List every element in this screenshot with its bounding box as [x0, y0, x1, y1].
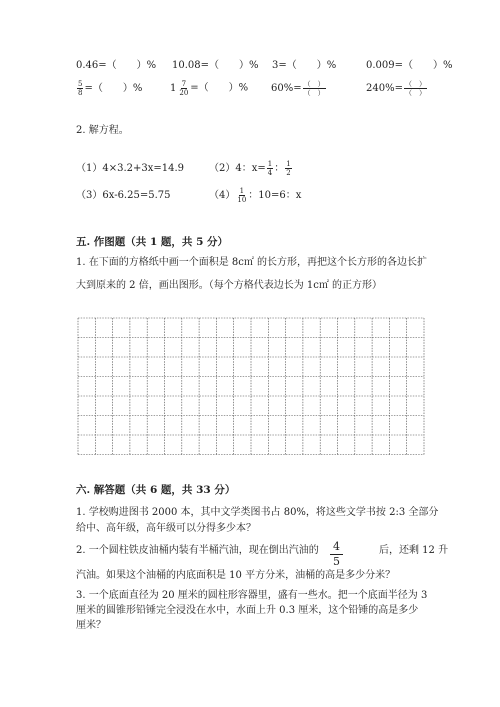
question-text: 2. 一个圆柱铁皮油桶内装有半桶汽油，现在倒出汽油的 [76, 545, 319, 556]
equation-4: （4） $\frac{1}{10}$ ：10=6：x [209, 187, 302, 204]
section-heading-drawing: 五. 作图题（共 1 题，共 5 分） [76, 236, 229, 248]
conv-item-6: 1 $\frac{7}{20}$ =（ ）% [170, 80, 249, 97]
fraction: $\frac{4}{5}$ [330, 540, 343, 569]
question-text: 1. 学校购进图书 2000 本，其中文学类图书占 80%，将这些文学书按 2:3 全部分 [76, 507, 439, 518]
square-grid[interactable] [77, 317, 425, 459]
grid-svg [77, 317, 425, 456]
question-text: 汽油。如果这个油桶的内底面积是 10 平方分米，油桶的高是多少分米？ [76, 570, 396, 581]
conv-item-8: 240%= $\frac{( )}{( )}$ [366, 80, 426, 97]
equation-3: （3）6x-6.25=5.75 [76, 190, 171, 201]
question-text: 大到原来的 2 倍，画出图形。（每个方格代表边长为 1c㎡ 的正方形） [76, 280, 383, 291]
conv-item-1: 0.46=（ ）% [76, 60, 157, 71]
blank-fraction: $\frac{( )}{( )}$ [303, 80, 325, 97]
conv-item-7: 60%= $\frac{( )}{( )}$ [271, 80, 325, 97]
question-text: 1. 在下面的方格纸中画一个面积是 8c㎡ 的长方形，再把这个长方形的各边长扩 [76, 257, 428, 268]
question-text: 3. 一个底面直径为 20 厘米的圆柱形容器里，盛有一些水。把一个底面半径为 3 [76, 590, 428, 601]
conv-item-2: 10.08=（ ）% [172, 60, 259, 71]
equations-title: 2. 解方程。 [76, 125, 129, 136]
question-text: 给中、高年级，高年级可以分得多少本？ [76, 523, 256, 534]
blank-fraction: $\frac{( )}{( )}$ [404, 80, 426, 97]
question-text: 厘米？ [76, 620, 106, 631]
section-heading-answers: 六. 解答题（共 6 题，共 33 分） [76, 484, 236, 496]
equation-1: （1）4×3.2+3x=14.9 [76, 163, 185, 174]
fraction: $\frac{5}{8}$ [78, 80, 83, 97]
equation-2: （2）4：x= $\frac{1}{4}$ ： $\frac{1}{2}$ [209, 160, 291, 177]
conv-item-5: $\frac{5}{8}$ =（ ）% [78, 80, 143, 97]
mixed-number: 1 $\frac{7}{20}$ [170, 80, 189, 97]
question-text: 厘米的圆锥形铅锤完全浸没在水中，水面上升 0.3 厘米，这个铅锤的高是多少 [76, 605, 419, 616]
conv-item-3: 3=（ ）% [272, 60, 337, 71]
conv-item-4: 0.009=（ ）% [366, 60, 453, 71]
question-text: 后，还剩 12 升 [379, 545, 449, 556]
